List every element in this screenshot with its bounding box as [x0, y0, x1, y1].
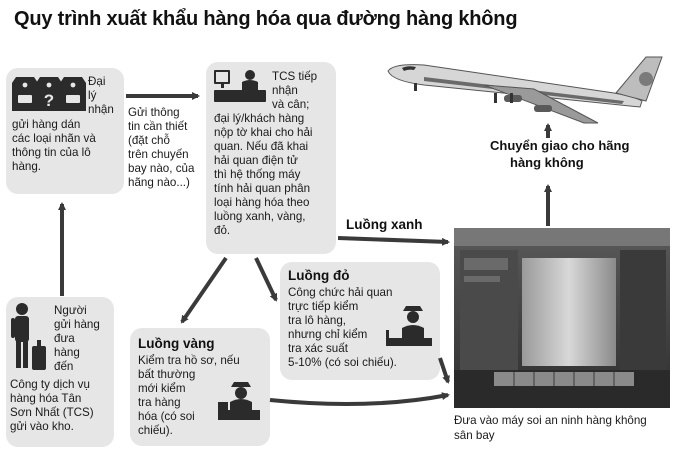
tcs-text-10: loại hàng hóa theo: [214, 196, 310, 209]
agent-text-3: nhận: [88, 103, 114, 116]
red-text-3: tra lô hàng,: [288, 314, 347, 327]
sender-text-9: gửi vào kho.: [10, 420, 74, 433]
arrow-yellow-to-scanner: [270, 395, 448, 404]
send-info-1: Gửi thông: [128, 106, 180, 119]
red-text-4: nhưng chỉ kiểm: [288, 328, 368, 341]
tag-icons: [12, 73, 88, 115]
scan-caption-1: Đưa vào máy soi an ninh hàng không: [454, 414, 647, 427]
tcs-text-12: đỏ.: [214, 224, 231, 237]
scanner-photo: [454, 228, 670, 408]
agent-text-2: lý: [88, 89, 97, 102]
tcs-text-11: luồng xanh, vàng,: [214, 210, 306, 223]
airplane-photo: [384, 55, 674, 131]
handover-text-1: Chuyển giao cho hãng: [490, 138, 630, 153]
arrow-to-yellow: [182, 258, 226, 322]
red-text-1: Công chức hải quan: [288, 286, 393, 299]
yellow-text-4: tra hàng: [138, 396, 181, 409]
agent-text-7: hàng.: [12, 160, 42, 173]
tcs-text-8: thì hệ thống máy: [214, 168, 301, 181]
sender-text-8: Sơn Nhất (TCS): [10, 406, 94, 419]
sender-text-4: hàng: [54, 346, 80, 359]
yellow-text-2: bất thường: [138, 368, 196, 381]
yellow-text-5: hóa (có soi: [138, 410, 195, 423]
red-text-5: tra xác suất: [288, 342, 348, 355]
tcs-text-7: hải quan điện tử: [214, 154, 298, 167]
send-info-3: (đặt chỗ: [128, 134, 170, 147]
sender-text-3: đưa: [54, 332, 75, 345]
agent-text-6: thông tin của lô: [12, 146, 91, 159]
send-info-4: trên chuyến: [128, 148, 189, 161]
customs-desk-icon: [212, 68, 268, 104]
page-title: Quy trình xuất khẩu hàng hóa qua đường hàng không: [14, 8, 518, 30]
red-text-2: trực tiếp kiểm: [288, 300, 359, 313]
sender-text-6: Công ty dịch vụ: [10, 378, 90, 391]
send-info-6: hãng nào...): [128, 176, 190, 189]
svg-text:?: ?: [43, 91, 55, 110]
red-lane-heading: Luồng đỏ: [288, 268, 350, 283]
agent-text-1: Đại: [88, 75, 106, 88]
arrow-to-red: [256, 258, 276, 300]
tcs-text-1: TCS tiếp: [272, 70, 318, 83]
scan-caption-2: sân bay: [454, 429, 495, 442]
agent-text-4: gửi hàng dán: [12, 118, 81, 131]
tcs-text-4: đại lý/khách hàng: [214, 112, 305, 125]
agent-text-5: các loại nhãn và: [12, 132, 96, 145]
officer-icon: [384, 304, 434, 348]
tcs-text-2: nhận: [272, 84, 298, 97]
yellow-text-1: Kiểm tra hồ sơ, nếu: [138, 354, 240, 367]
handover-text-2: hàng không: [510, 155, 584, 170]
red-text-6: 5-10% (có soi chiếu).: [288, 356, 397, 369]
send-info-5: bay nào, của: [128, 162, 195, 175]
sender-text-2: gửi hàng: [54, 318, 100, 331]
sender-text-7: hàng hóa Tân: [10, 392, 82, 405]
yellow-text-6: chiếu).: [138, 424, 173, 437]
sender-text-5: đến: [54, 360, 74, 373]
officer-icon-2: [214, 380, 264, 424]
sender-text-1: Người: [54, 304, 87, 317]
tcs-text-5: nộp tờ khai cho hải: [214, 126, 313, 139]
send-info-2: tin cần thiết: [128, 120, 188, 133]
tcs-text-3: và cân;: [272, 98, 310, 111]
yellow-lane-heading: Luồng vàng: [138, 336, 215, 351]
tcs-text-6: quan. Nếu đã khai: [214, 140, 309, 153]
arrow-red-to-scanner: [440, 358, 448, 382]
tcs-text-9: tính hải quan phân: [214, 182, 311, 195]
green-lane-label: Luồng xanh: [346, 217, 423, 232]
arrow-green-lane: [338, 238, 448, 242]
yellow-text-3: mới kiểm: [138, 382, 186, 395]
traveler-icon: [10, 302, 50, 376]
